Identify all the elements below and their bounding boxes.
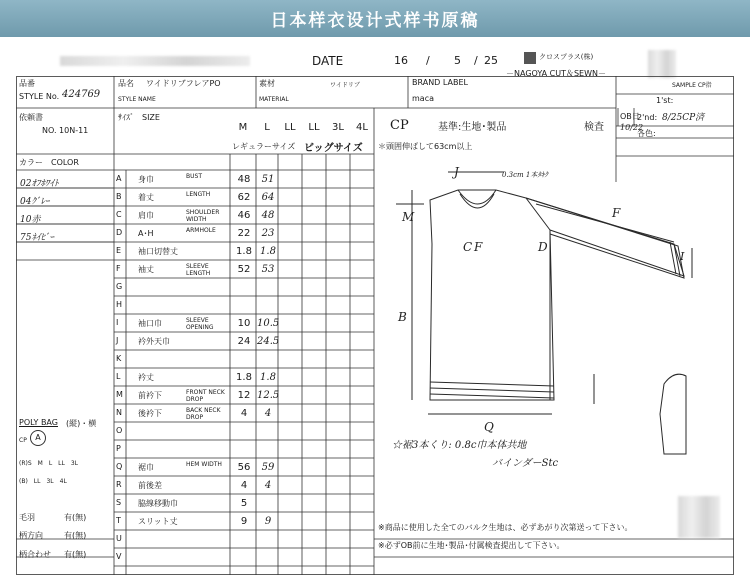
row-code: U [116,534,122,543]
redacted-stamp [648,50,676,78]
date-label: DATE [312,54,344,68]
row-name-en: SLEEVE LENGTH [186,263,211,277]
row-value-l: 23 [261,228,275,239]
row-name-jp: 前後差 [138,481,162,490]
size-header: LL [308,122,320,133]
row-code: P [116,444,121,453]
row-name-jp: 裾巾 [138,463,154,472]
row-name-jp: 衿丈 [138,373,154,382]
row-value-l: 1.8 [260,372,276,383]
ob-label: OB日 [620,112,640,121]
row-value-m: 52 [237,264,251,275]
row-value-m: 5 [240,498,248,509]
row-value-l: 12.5 [257,390,280,401]
measure-note: ＊頭囲伸ばして63cm以上 [378,142,473,151]
garment-sketch [374,164,734,504]
color-label: カラー COLOR [19,158,79,167]
row-code: S [116,498,122,507]
row-value-l: 9 [264,516,272,527]
row-code: M [116,390,123,399]
cp-circle: A [30,430,46,446]
poly-bag-options: (縦)・横 [66,419,97,428]
size-header: 4L [356,122,368,133]
regular-size-label: レギュラーサイズ [232,142,296,151]
hinmei-label: 品名 [118,79,134,88]
brand-label: BRAND LABEL [412,78,468,87]
banner-title: 日本样衣设计式样书原稿 [270,11,480,31]
row-code: L [116,372,121,381]
row-name-jp: 脇線移動巾 [138,499,178,508]
date-sep: / [426,54,430,67]
hinban-label: 品番 [19,79,35,88]
garment-body-outline [430,190,684,400]
row-name-jp: 肩巾 [138,211,154,220]
sketch-label-q: Q [484,420,494,434]
second-label: 2'nd: [637,113,658,122]
irai-no: NO. 10N-11 [42,126,89,135]
cp-mark: CP [390,118,409,133]
row-value-m: 10 [237,318,251,329]
row-code: J [116,336,119,345]
row-name-en: ARMHOLE [186,227,216,234]
page-banner [0,0,750,37]
row-name-en: SLEEVE OPENING [186,317,214,331]
row-value-l: 24.5 [257,336,280,347]
row-value-m: 1.8 [236,246,252,257]
style-no-value: 424769 [62,89,101,100]
style-name-label: STYLE NAME [118,96,156,103]
row-name-en: BUST [186,173,202,180]
first-label: 1'st: [656,96,674,105]
row-value-l: 4 [264,480,272,491]
row-value-l: 4 [264,408,272,419]
rs-sizes: (R)S M L LL 3L [19,460,79,467]
company-brand: クロスプラス(株) [539,53,594,61]
row-code: D [116,228,123,237]
sample-label: SAMPLE CP指 [672,82,712,89]
footer-note: ※商品に使用した全てのバルク生地は、必ずあがり次第送って下さい。 [378,523,633,532]
date-month: 5 [454,54,461,67]
row-value-m: 12 [237,390,251,401]
sketch-label-d: D [538,240,548,254]
row-value-m: 22 [237,228,251,239]
row-code: Q [116,462,123,471]
row-name-en: FRONT NECK DROP [186,389,225,403]
garamuki-label: 柄方向 [19,531,43,540]
second-value: 8/25CP済 [662,113,705,123]
row-value-l: 1.8 [260,246,276,257]
row-value-l: 10.5 [257,318,280,329]
row-name-en: HEM WIDTH [186,461,222,468]
sketch-label-c: C [463,240,473,254]
sketch-label-m: M [402,210,415,224]
row-code: H [116,300,123,309]
color-item: 04ｸﾞﾚｰ [20,197,50,207]
redacted-stamp [678,496,720,538]
row-value-l: 59 [261,462,275,473]
row-value-m: 46 [237,210,251,221]
row-name-jp: 袖丈 [138,265,154,274]
row-name-jp: 前衿下 [138,391,162,400]
sketch-label-i: I [680,250,685,263]
company-logo [524,52,536,64]
footer-note: ※必ずOB前に生地･製品･付属検査提出して下さい。 [378,541,565,550]
row-code: F [116,264,121,273]
hinmei-value: ワイドリブフレアPO [146,79,221,88]
b-sizes: (B) LL 3L 4L [19,478,67,485]
row-value-l: 48 [261,210,275,221]
row-code: I [116,318,119,327]
sozai-label: 素材 [259,79,275,88]
company-line: －NAGOYA CUT＆SEWN－ [506,69,607,78]
row-value-m: 24 [237,336,251,347]
standard-text: 基準:生地･製品 [438,122,507,133]
row-value-l: 53 [261,264,275,275]
color-item: 10赤 [20,215,41,225]
row-code: N [116,408,122,417]
row-name-jp: スリット丈 [138,517,178,526]
garaawase-option: 有(無) [64,550,87,559]
row-code: A [116,174,122,183]
style-no-label: STYLE No. [19,92,60,101]
size-header: LL [284,122,296,133]
kebadachi-option: 有(無) [64,513,87,522]
row-name-jp: 後衿下 [138,409,162,418]
row-code: G [116,282,123,291]
row-code: T [116,516,121,525]
row-code: K [116,354,122,363]
kensa-text: 検査 [584,122,604,133]
redacted-text [60,56,250,66]
row-value-l: 64 [261,192,275,203]
row-value-m: 48 [237,174,251,185]
hem-note: ☆裾3本くり: 0.8c巾本体共地 [392,440,527,451]
sketch-label-f: F [474,240,483,254]
size-header: 3L [332,122,344,133]
material-label: MATERIAL [259,96,289,103]
kebadachi-label: 毛羽 [19,513,35,522]
color-item: 75ﾈｲﾋﾞｰ [20,233,54,243]
neck-note: 0.3cm 1本ﾀｷｸ [502,171,548,179]
row-value-l: 51 [261,174,275,185]
size-header: L [264,122,270,133]
cp-label: CP [19,437,27,444]
row-name-jp: 衿外天巾 [138,337,170,346]
sketch-label-j: J [454,165,459,179]
row-name-jp: 身巾 [138,175,154,184]
brand-value: maca [412,94,434,103]
neckline [458,190,496,204]
sketch-label-b: B [398,310,407,324]
row-name-jp: 袖口切替丈 [138,247,178,256]
row-value-m: 62 [237,192,251,203]
big-size-label: ビッグサイズ [304,143,363,154]
color-item: 02ｵﾌﾎﾜｲﾄ [20,179,59,189]
row-name-jp: A･H [138,229,154,238]
sketch-label-f: F [612,206,621,220]
garaawase-label: 柄合わせ [19,550,51,559]
row-code: V [116,552,122,561]
row-name-en: BACK NECK DROP [186,407,221,421]
row-name-en: LENGTH [186,191,211,198]
irai-label: 依頼書 [19,113,43,122]
hem-note: バインダーStc [492,458,559,469]
row-code: C [116,210,122,219]
date-sep: / [474,54,478,67]
row-value-m: 4 [240,480,248,491]
row-value-m: 4 [240,408,248,419]
date-year: 25 [484,54,498,67]
row-value-m: 1.8 [236,372,252,383]
row-code: O [116,426,123,435]
garamuki-option: 有(無) [64,531,87,540]
row-name-en: SHOULDER WIDTH [186,209,220,223]
row-name-jp: 着丈 [138,193,154,202]
row-code: B [116,192,122,201]
row-value-m: 56 [237,462,251,473]
row-code: R [116,480,122,489]
row-name-jp: 袖口巾 [138,319,162,328]
size-header: M [238,122,248,133]
color-name-label: 各色: [637,129,656,138]
row-value-m: 9 [240,516,248,527]
date-day: 16 [394,54,408,67]
sozai-value: ワイドリブ [330,82,360,89]
row-code: E [116,246,122,255]
spec-sheet [16,44,734,576]
size-label: ｻｲｽﾞ SIZE [118,113,160,122]
ob-date: 10/22 [620,123,644,132]
poly-bag-label: POLY BAG [19,418,58,427]
